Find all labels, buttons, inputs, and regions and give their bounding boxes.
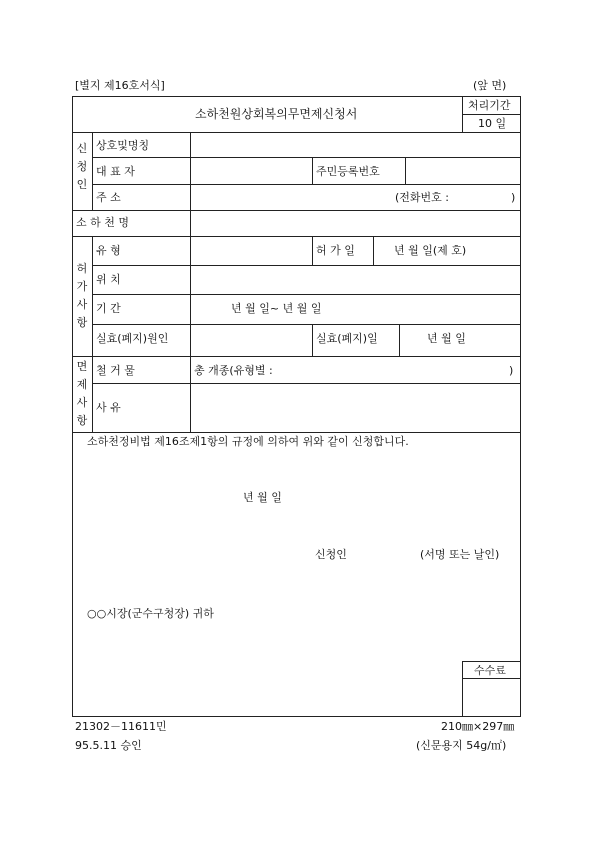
representative-label: 대 표 자 xyxy=(96,165,135,178)
permit-type-field[interactable] xyxy=(191,237,311,264)
addressee: ○○시장(군수구청장) 귀하 xyxy=(87,607,214,620)
approval-date: 95.5.11 승인 xyxy=(75,739,142,752)
applicant-section-label: 신 청 인 xyxy=(76,142,88,191)
paper-size: 210㎜×297㎜ xyxy=(441,720,515,733)
processing-period-value: 10 일 xyxy=(478,117,507,130)
invalid-date-value[interactable]: 년 월 일 xyxy=(427,332,466,345)
removal-label: 철 거 물 xyxy=(96,364,135,377)
phone-close: ) xyxy=(511,191,516,204)
address-field[interactable] xyxy=(191,185,391,209)
period-value[interactable]: 년 월 일~ 년 월 일 xyxy=(231,302,322,315)
page-side-label: (앞 면) xyxy=(473,79,507,92)
form-code: 21302－11611민 xyxy=(75,720,167,733)
signature-note: (서명 또는 날인) xyxy=(420,548,500,561)
representative-field[interactable] xyxy=(191,158,312,184)
business-name-field[interactable] xyxy=(191,133,520,157)
processing-period-label: 처리기간 xyxy=(468,99,511,112)
permit-section-label: 허 가 사 항 xyxy=(76,262,88,329)
address-label: 주 소 xyxy=(96,191,121,204)
paper-type: (신문용지 54g/㎡) xyxy=(416,739,507,752)
application-statement: 소하천정비법 제16조제1항의 규정에 의하여 위와 같이 신청합니다. xyxy=(87,435,409,448)
phone-label: (전화번호 : xyxy=(395,191,449,204)
form-title: 소하천원상회복의무면제신청서 xyxy=(195,107,358,121)
fee-label: 수수료 xyxy=(474,664,506,677)
application-date[interactable]: 년 월 일 xyxy=(243,491,282,504)
applicant-signature-label: 신청인 xyxy=(315,548,347,561)
resident-number-label: 주민등록번호 xyxy=(316,165,380,178)
business-name-label: 상호및명칭 xyxy=(96,139,150,152)
stream-name-label: 소 하 천 명 xyxy=(76,216,129,229)
exemption-section-label: 면 제 사 항 xyxy=(76,360,88,427)
location-field[interactable] xyxy=(191,266,520,293)
stream-name-field[interactable] xyxy=(191,211,520,235)
removal-value[interactable]: 총 개종(유형별 : xyxy=(194,364,273,377)
exemption-reason-field[interactable] xyxy=(191,384,520,431)
invalid-date-label: 실효(폐지)일 xyxy=(316,332,378,345)
permit-type-label: 유 형 xyxy=(96,244,121,257)
resident-number-field[interactable] xyxy=(406,158,520,184)
invalid-reason-label: 실효(폐지)원인 xyxy=(96,332,169,345)
period-label: 기 간 xyxy=(96,302,121,315)
fee-stamp-area xyxy=(463,679,520,716)
permit-date-label: 허 가 일 xyxy=(316,244,355,257)
removal-close: ) xyxy=(509,364,514,377)
location-label: 위 치 xyxy=(96,273,121,286)
form-number: [별지 제16호서식] xyxy=(75,79,165,92)
exemption-reason-label: 사 유 xyxy=(96,401,121,414)
invalid-reason-field[interactable] xyxy=(191,325,311,355)
permit-date-value[interactable]: 년 월 일(제 호) xyxy=(394,244,467,257)
